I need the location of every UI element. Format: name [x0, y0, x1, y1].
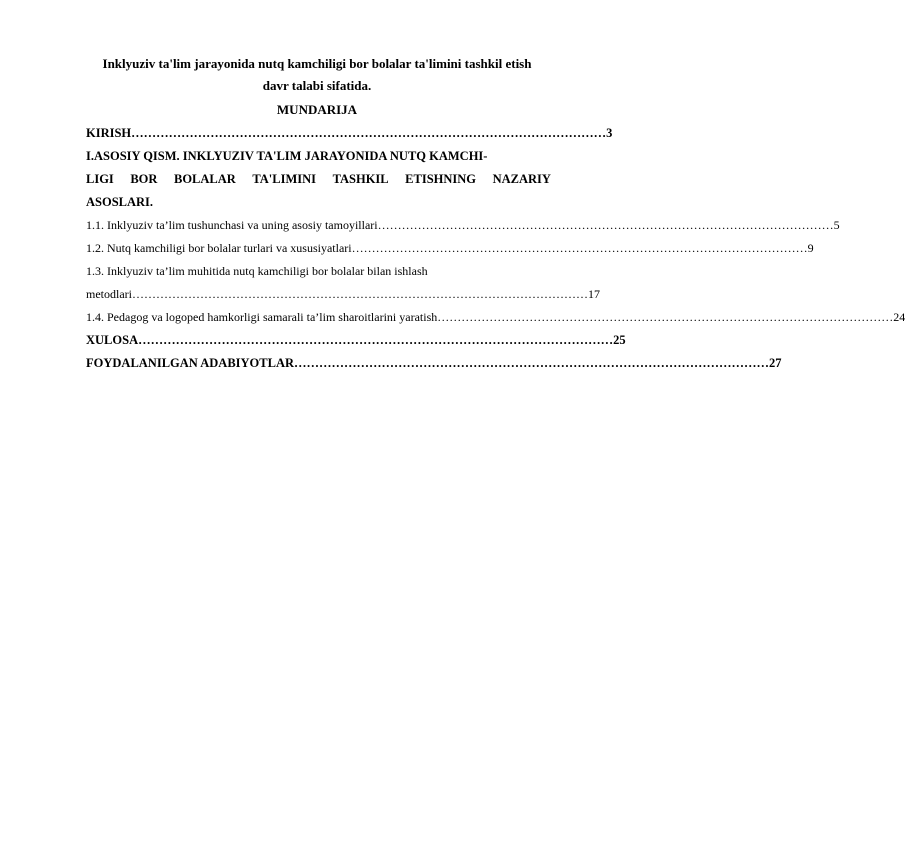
- dot-leader: ……………………………………………………………………………………………………: [131, 287, 588, 301]
- toc-entry-label: 1.1. Inklyuziv ta’lim tushunchasi va uning asosiy tamoyillari: [86, 218, 378, 232]
- toc-entry-label: 1.2. Nutq kamchiligi bor bolalar turlari va xususiyatlari: [86, 241, 352, 255]
- toc-page-number: 9: [807, 241, 814, 255]
- toc-entry-label: metodlari: [86, 287, 132, 301]
- dot-leader: ……………………………………………………………………………………………………: [294, 356, 770, 370]
- document-title-line-1: Inklyuziv ta'lim jarayonida nutq kamchiligi bor bolalar ta'limini tashkil etish: [102, 56, 532, 71]
- toc-word: BOR: [130, 172, 158, 186]
- toc-word: BOLALAR: [173, 172, 236, 186]
- dot-leader: ……………………………………………………………………………………………………: [138, 333, 614, 347]
- toc-page-number: 25: [613, 333, 626, 347]
- contents-heading: MUNDARIJA: [276, 102, 358, 117]
- toc-entry-label: XULOSA: [86, 333, 139, 347]
- dot-leader: ……………………………………………………………………………………………………: [131, 126, 607, 140]
- toc-part1-line-2: [86, 168, 551, 191]
- toc-part1-line-1: I.ASOSIY QISM. INKLYUZIV TA'LIM JARAYONIDA NUTQ KAMCHI-: [86, 149, 488, 163]
- dot-leader: ……………………………………………………………………………………………………: [377, 218, 834, 232]
- toc-entry-section-1-4: [86, 306, 905, 329]
- toc-word: LIGI: [86, 172, 114, 186]
- toc-entry-conclusion: [86, 329, 626, 352]
- toc-word: TA'LIMINI: [252, 172, 317, 186]
- toc-entry-label: FOYDALANILGAN ADABIYOTLAR: [86, 356, 295, 370]
- table-of-contents: [86, 122, 905, 375]
- toc-entry-intro: [86, 122, 613, 145]
- toc-entry-section-1-3-line-1: 1.3. Inklyuziv ta’lim muhitida nutq kamchiligi bor bolalar bilan ishlash: [86, 264, 428, 278]
- toc-word: NAZARIY: [492, 172, 551, 186]
- toc-word: ETISHNING: [405, 172, 477, 186]
- dot-leader: ……………………………………………………………………………………………………: [351, 241, 808, 255]
- toc-entry-section-1-3: [86, 283, 600, 306]
- document-title-line-2: davr talabi sifatida.: [262, 78, 372, 93]
- toc-page-number: 27: [769, 356, 782, 370]
- toc-page-number: 5: [833, 218, 840, 232]
- toc-part1-line-3: ASOSLARI.: [86, 195, 154, 209]
- toc-page-number: 17: [587, 287, 600, 301]
- dot-leader: ……………………………………………………………………………………………………: [437, 310, 894, 324]
- toc-word: TASHKIL: [332, 172, 389, 186]
- toc-entry-label: 1.4. Pedagog va logoped hamkorligi samarali ta’lim sharoitlarini yaratish: [86, 310, 438, 324]
- toc-entry-references: [86, 352, 782, 375]
- toc-entry-section-1-2: [86, 237, 814, 260]
- toc-entry-label: KIRISH: [86, 126, 132, 140]
- toc-entry-section-1-1: [86, 214, 840, 237]
- toc-page-number: 24: [893, 310, 905, 324]
- toc-page-number: 3: [606, 126, 613, 140]
